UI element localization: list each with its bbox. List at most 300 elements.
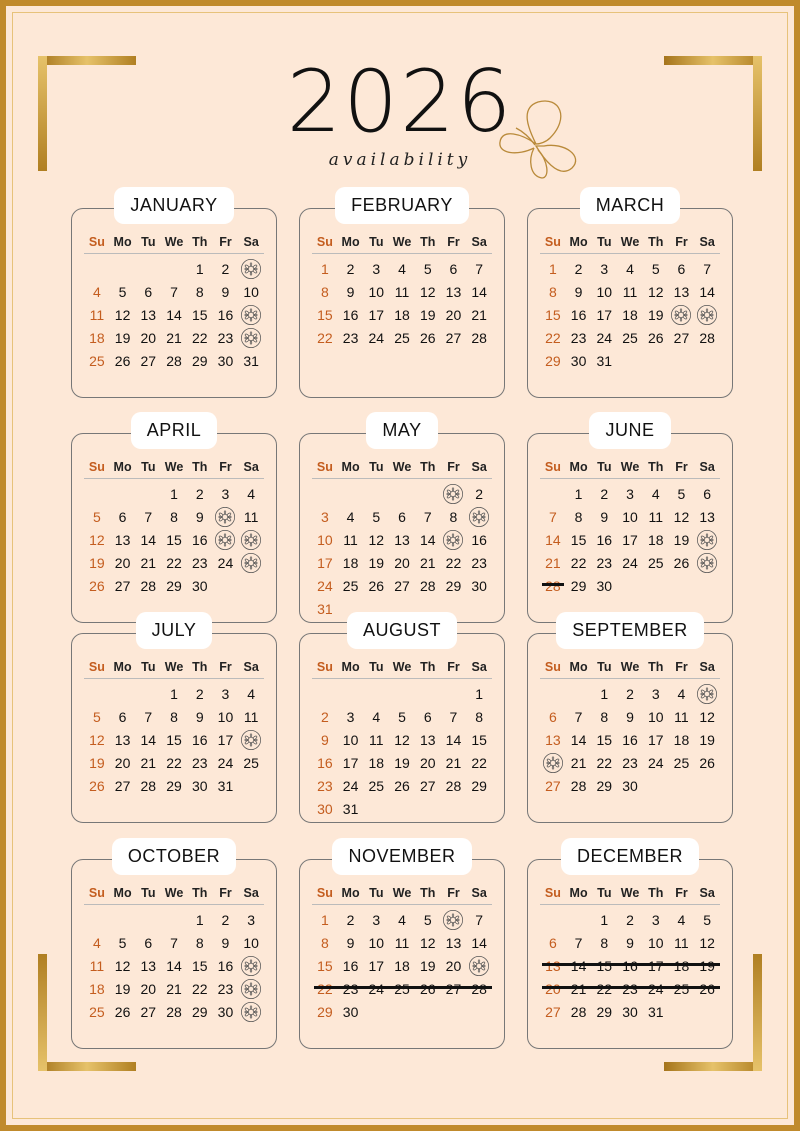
day-cell: 9 — [626, 708, 634, 725]
week-row — [540, 303, 720, 326]
day-cell: 12 — [89, 731, 105, 748]
week-row — [312, 908, 492, 931]
weekday-header: Tu — [141, 460, 156, 474]
day-cell: 18 — [622, 306, 638, 323]
day-cell: 1 — [475, 685, 484, 702]
month-may — [299, 420, 505, 623]
day-cell: 12 — [89, 531, 105, 548]
week-row — [312, 551, 492, 574]
day-cell: 18 — [394, 306, 410, 323]
day-cell: 11 — [343, 531, 358, 548]
day-cell: 9 — [346, 283, 355, 300]
day-cell: 12 — [419, 934, 436, 951]
week-row — [84, 954, 264, 977]
day-cell: 29 — [166, 577, 182, 594]
corner-bracket-bl-v — [38, 954, 47, 1071]
day-cell: 10 — [368, 934, 385, 951]
week-row — [84, 528, 264, 551]
weekday-header: Mo — [569, 660, 588, 674]
day-cell: 2 — [320, 708, 329, 725]
day-cell: 20 — [140, 329, 157, 346]
day-cell: 29 — [191, 1003, 208, 1020]
week-row — [540, 908, 720, 931]
day-cell: 27 — [140, 1003, 157, 1020]
day-cell: 17 — [368, 957, 385, 974]
day-cell: 3 — [221, 685, 230, 702]
day-cell: 12 — [699, 708, 715, 725]
booked-day-flower-icon — [213, 529, 239, 551]
day-cell: 19 — [114, 980, 131, 997]
day-cell: 13 — [545, 731, 561, 748]
month-label: DECEMBER — [561, 838, 699, 875]
day-cell: 1 — [170, 685, 178, 702]
day-cell: 14 — [471, 283, 487, 300]
day-cell: 1 — [170, 485, 178, 502]
day-cell: 2 — [195, 685, 204, 702]
day-cell: 2 — [626, 685, 634, 702]
day-cell: 9 — [195, 708, 204, 725]
weekday-header: Sa — [699, 235, 715, 249]
week-row — [84, 751, 264, 774]
day-cell: 7 — [703, 260, 712, 277]
day-cell: 7 — [423, 508, 432, 525]
week-row — [540, 280, 720, 303]
month-label: JUNE — [589, 412, 670, 449]
day-cell: 17 — [647, 731, 664, 748]
month-label: APRIL — [131, 412, 218, 449]
weekday-header: Fr — [675, 660, 688, 674]
day-cell: 23 — [217, 980, 234, 997]
day-cell: 19 — [419, 957, 436, 974]
day-cell: 28 — [445, 777, 462, 794]
weekday-header: We — [164, 886, 184, 900]
booked-day-flower-icon — [238, 1001, 264, 1023]
month-label: OCTOBER — [112, 838, 236, 875]
weekday-header: Mo — [569, 235, 588, 249]
weekday-header: Fr — [219, 660, 232, 674]
day-cell: 18 — [89, 329, 105, 346]
day-cell: 25 — [342, 577, 359, 594]
day-cell: 11 — [622, 283, 638, 300]
day-cell: 24 — [217, 554, 234, 571]
day-cell: 7 — [144, 508, 153, 525]
day-cell: 9 — [195, 508, 204, 525]
weekday-header: Th — [648, 460, 664, 474]
day-cell: 14 — [471, 934, 487, 951]
day-cell: 24 — [368, 329, 385, 346]
weekday-header: Sa — [471, 660, 487, 674]
day-cell: 12 — [673, 508, 690, 525]
day-cell: 12 — [394, 731, 410, 748]
day-cell: 25 — [647, 554, 664, 571]
day-cell: 21 — [471, 306, 487, 323]
day-cell: 30 — [217, 352, 234, 369]
day-cell: 22 — [191, 329, 208, 346]
day-cell: 29 — [445, 577, 462, 594]
day-cell: 4 — [677, 685, 686, 702]
day-cell: 14 — [140, 731, 157, 748]
day-cell: 9 — [574, 283, 583, 300]
day-cell: 6 — [449, 260, 458, 277]
day-cell: 16 — [342, 306, 359, 323]
day-cell: 26 — [114, 352, 131, 369]
day-cell: 5 — [677, 485, 686, 502]
day-cell: 27 — [673, 329, 690, 346]
week-row — [312, 682, 492, 705]
day-cell: 6 — [144, 934, 153, 951]
day-cell: 24 — [317, 577, 333, 594]
day-cell: 4 — [372, 708, 381, 725]
day-cell: 20 — [114, 554, 131, 571]
day-cell: 17 — [596, 306, 613, 323]
day-cell: 25 — [89, 1003, 105, 1020]
day-cell: 16 — [570, 306, 587, 323]
month-label: MARCH — [580, 187, 681, 224]
weekday-header: We — [164, 460, 184, 474]
day-cell: 7 — [170, 283, 178, 300]
day-cell: 27 — [445, 329, 462, 346]
day-cell: 31 — [647, 1003, 664, 1020]
weekday-header: Tu — [597, 235, 612, 249]
weekday-header: Th — [192, 886, 208, 900]
day-cell: 2 — [626, 911, 634, 928]
weekday-header: Su — [88, 460, 105, 474]
day-cell: 22 — [317, 329, 333, 346]
weekday-header: We — [392, 886, 412, 900]
day-cell: 25 — [622, 329, 638, 346]
weekday-header: Mo — [113, 460, 132, 474]
week-row — [312, 705, 492, 728]
day-cell: 18 — [647, 531, 664, 548]
booked-day-flower-icon — [441, 529, 467, 551]
day-cell: 13 — [114, 531, 131, 548]
weekday-header: Fr — [675, 460, 688, 474]
week-row — [84, 728, 264, 751]
day-cell: 7 — [449, 708, 458, 725]
day-cell: 16 — [191, 531, 208, 548]
week-row — [312, 482, 492, 505]
day-cell: 21 — [570, 754, 587, 771]
weekday-header: We — [620, 886, 640, 900]
day-cell: 6 — [118, 708, 127, 725]
day-cell: 14 — [699, 283, 715, 300]
day-cell: 30 — [622, 1003, 638, 1020]
weekday-header: Th — [192, 235, 208, 249]
day-cell: 10 — [368, 283, 385, 300]
day-cell: 3 — [626, 485, 634, 502]
day-cell: 16 — [622, 731, 638, 748]
week-row — [540, 751, 720, 774]
day-cell: 12 — [368, 531, 385, 548]
day-cell: 3 — [651, 685, 660, 702]
week-row — [540, 505, 720, 528]
booked-day-flower-icon — [441, 909, 467, 931]
day-cell: 20 — [445, 957, 462, 974]
booked-day-flower-icon — [694, 304, 720, 326]
day-cell: 19 — [114, 329, 131, 346]
day-cell: 18 — [368, 754, 385, 771]
day-cell: 13 — [445, 283, 462, 300]
day-cell: 24 — [647, 754, 664, 771]
week-row — [540, 326, 720, 349]
weekday-header: Su — [544, 235, 561, 249]
day-cell: 15 — [596, 731, 613, 748]
weekday-header: Th — [648, 886, 664, 900]
corner-bracket-br-v — [753, 954, 762, 1071]
day-cell: 11 — [648, 508, 663, 525]
day-cell: 3 — [651, 911, 660, 928]
day-cell: 16 — [217, 306, 234, 323]
day-cell: 16 — [317, 754, 333, 771]
month-november — [299, 846, 505, 1049]
month-june — [527, 420, 733, 623]
day-cell: 25 — [243, 754, 259, 771]
day-cell: 31 — [217, 777, 234, 794]
week-row — [540, 1000, 720, 1023]
day-cell: 2 — [346, 260, 355, 277]
week-row — [312, 751, 492, 774]
day-cell: 15 — [191, 306, 208, 323]
day-cell: 15 — [317, 306, 333, 323]
day-cell: 28 — [140, 777, 157, 794]
day-cell: 15 — [471, 731, 487, 748]
week-row — [540, 257, 720, 280]
week-row — [84, 931, 264, 954]
month-label: MAY — [366, 412, 437, 449]
weekday-header: We — [620, 460, 640, 474]
day-cell: 28 — [166, 1003, 182, 1020]
day-cell: 19 — [89, 554, 105, 571]
week-row — [540, 349, 720, 372]
day-cell: 21 — [445, 754, 462, 771]
weekday-header: Fr — [447, 235, 460, 249]
week-row — [540, 682, 720, 705]
unavailable-strike — [314, 986, 492, 989]
week-row — [84, 977, 264, 1000]
day-cell: 28 — [699, 329, 715, 346]
day-cell: 13 — [699, 508, 715, 525]
day-cell: 28 — [471, 329, 487, 346]
day-cell: 7 — [475, 260, 484, 277]
weekday-header: Fr — [447, 660, 460, 674]
day-cell: 4 — [677, 911, 686, 928]
day-cell: 30 — [191, 577, 208, 594]
weekday-header: Su — [316, 235, 333, 249]
week-row — [540, 551, 720, 574]
weekday-header: Th — [648, 660, 664, 674]
weekday-header: Mo — [341, 460, 360, 474]
day-cell: 29 — [596, 1003, 613, 1020]
booked-day-flower-icon — [694, 529, 720, 551]
weekday-header: Su — [88, 886, 105, 900]
day-cell: 8 — [449, 508, 458, 525]
day-cell: 20 — [140, 980, 157, 997]
day-cell: 20 — [445, 306, 462, 323]
weekday-header: Th — [648, 235, 664, 249]
day-cell: 5 — [423, 911, 432, 928]
corner-bracket-br — [664, 1062, 762, 1071]
day-cell: 9 — [626, 934, 634, 951]
booked-day-flower-icon — [540, 752, 566, 774]
booked-day-flower-icon — [694, 552, 720, 574]
weekday-header: We — [620, 235, 640, 249]
day-cell: 27 — [394, 577, 410, 594]
day-cell: 19 — [699, 731, 715, 748]
weekday-header: Su — [544, 660, 561, 674]
weekday-header: We — [392, 660, 412, 674]
month-label: SEPTEMBER — [556, 612, 704, 649]
corner-bracket-bl — [38, 1062, 136, 1071]
day-cell: 24 — [622, 554, 638, 571]
day-cell: 7 — [170, 934, 178, 951]
day-cell: 26 — [368, 577, 385, 594]
day-cell: 18 — [342, 554, 359, 571]
day-cell: 12 — [699, 934, 715, 951]
weekday-header: Su — [316, 886, 333, 900]
day-cell: 2 — [574, 260, 583, 277]
day-cell: 29 — [471, 777, 487, 794]
day-cell: 15 — [570, 531, 587, 548]
day-cell: 15 — [166, 531, 182, 548]
booked-day-flower-icon — [238, 978, 264, 1000]
day-cell: 22 — [445, 554, 462, 571]
day-cell: 10 — [647, 934, 664, 951]
day-cell: 13 — [445, 934, 462, 951]
day-cell: 2 — [221, 911, 230, 928]
day-cell: 28 — [140, 577, 157, 594]
day-cell: 23 — [317, 777, 333, 794]
day-cell: 11 — [243, 708, 259, 725]
day-cell: 30 — [217, 1003, 234, 1020]
week-row — [312, 954, 492, 977]
weekday-header: Fr — [675, 235, 688, 249]
week-row — [540, 574, 720, 597]
day-cell: 30 — [622, 777, 638, 794]
day-cell: 8 — [600, 708, 609, 725]
month-label: JULY — [136, 612, 213, 649]
day-cell: 3 — [247, 911, 256, 928]
day-cell: 8 — [320, 283, 329, 300]
month-september — [527, 620, 733, 823]
day-cell: 27 — [545, 1003, 561, 1020]
day-cell: 1 — [600, 911, 609, 928]
day-cell: 15 — [166, 731, 182, 748]
day-cell: 6 — [144, 283, 153, 300]
unavailable-strike — [542, 583, 564, 586]
month-july — [71, 620, 277, 823]
day-cell: 27 — [545, 777, 561, 794]
day-cell: 4 — [346, 508, 355, 525]
weekday-header: Fr — [447, 460, 460, 474]
day-cell: 10 — [647, 708, 664, 725]
day-cell: 6 — [118, 508, 127, 525]
day-cell: 20 — [114, 754, 131, 771]
week-row — [312, 728, 492, 751]
day-cell: 24 — [217, 754, 234, 771]
day-cell: 11 — [394, 283, 410, 300]
day-cell: 3 — [346, 708, 355, 725]
day-cell: 21 — [166, 329, 182, 346]
day-cell: 30 — [317, 800, 333, 817]
week-row — [540, 705, 720, 728]
day-cell: 27 — [140, 352, 157, 369]
day-cell: 5 — [423, 260, 432, 277]
day-cell: 7 — [475, 911, 484, 928]
weekday-header: Th — [420, 660, 436, 674]
weekday-header: Sa — [699, 660, 715, 674]
weekday-header: Sa — [243, 235, 259, 249]
day-cell: 22 — [471, 754, 487, 771]
day-cell: 5 — [118, 934, 127, 951]
weekday-header: Tu — [141, 235, 156, 249]
month-label: FEBRUARY — [335, 187, 469, 224]
day-cell: 19 — [89, 754, 105, 771]
day-cell: 17 — [217, 731, 234, 748]
day-cell: 23 — [471, 554, 487, 571]
day-cell: 8 — [195, 283, 204, 300]
day-cell: 4 — [398, 260, 406, 277]
day-cell: 5 — [92, 508, 101, 525]
day-cell: 17 — [368, 306, 385, 323]
day-cell: 6 — [548, 934, 557, 951]
booked-day-flower-icon — [466, 506, 492, 528]
weekday-header: Sa — [243, 460, 259, 474]
day-cell: 11 — [89, 957, 105, 974]
weekday-header: Su — [316, 460, 333, 474]
day-cell: 29 — [545, 352, 561, 369]
day-cell: 23 — [191, 754, 208, 771]
day-cell: 26 — [89, 577, 105, 594]
day-cell: 14 — [166, 306, 182, 323]
booked-day-flower-icon — [441, 483, 467, 505]
day-cell: 12 — [114, 957, 131, 974]
day-cell: 9 — [600, 508, 609, 525]
day-cell: 10 — [243, 934, 259, 951]
weekday-header: Sa — [471, 235, 487, 249]
day-cell: 13 — [140, 306, 157, 323]
day-cell: 28 — [570, 777, 587, 794]
day-cell: 5 — [703, 911, 712, 928]
day-cell: 11 — [674, 934, 689, 951]
weekday-header: Mo — [569, 460, 588, 474]
day-cell: 1 — [195, 911, 204, 928]
week-row — [84, 682, 264, 705]
day-cell: 2 — [195, 485, 204, 502]
weekday-header: Tu — [141, 886, 156, 900]
weekday-header: We — [392, 235, 412, 249]
day-cell: 21 — [140, 554, 157, 571]
day-cell: 1 — [320, 260, 329, 277]
day-cell: 19 — [673, 531, 690, 548]
day-cell: 10 — [622, 508, 638, 525]
day-cell: 11 — [674, 708, 689, 725]
day-cell: 12 — [647, 283, 664, 300]
day-cell: 8 — [600, 934, 609, 951]
unavailable-strike — [542, 986, 720, 989]
day-cell: 31 — [243, 352, 259, 369]
day-cell: 29 — [596, 777, 613, 794]
day-cell: 13 — [419, 731, 436, 748]
weekday-header: Mo — [569, 886, 588, 900]
month-label: NOVEMBER — [332, 838, 471, 875]
day-cell: 31 — [342, 800, 359, 817]
day-cell: 14 — [166, 957, 182, 974]
booked-day-flower-icon — [238, 304, 264, 326]
day-cell: 18 — [394, 957, 410, 974]
weekday-header: Tu — [141, 660, 156, 674]
day-cell: 6 — [423, 708, 432, 725]
day-cell: 27 — [419, 777, 436, 794]
